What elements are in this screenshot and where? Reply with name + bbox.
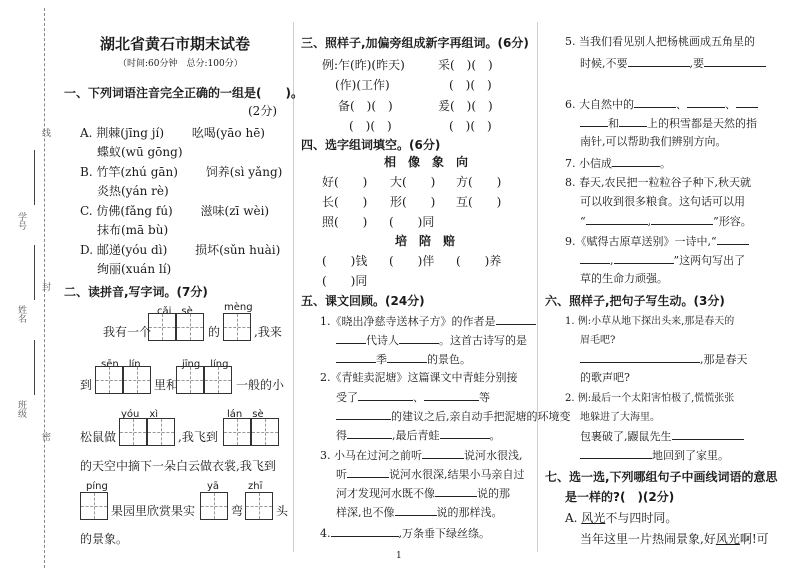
s5-q1: 1.《晓出净慈寺送林子方》的作者是 <box>320 312 536 329</box>
s3-row1-a: 例:乍(昨)(昨天) <box>322 58 405 72</box>
margin-mark-seal: 封 <box>40 282 50 291</box>
s6-example-2: 2. 例:最后一个太阳害怕极了,慌慌张张 <box>565 393 735 404</box>
s2-text-2b: 里和 <box>154 378 179 392</box>
s2-pinyin-zhi: zhī <box>248 481 263 492</box>
answer-blank[interactable] <box>440 426 490 439</box>
s3-row2-b[interactable]: ( )( ) <box>449 78 492 92</box>
answer-blank[interactable] <box>435 484 477 497</box>
column-divider-1 <box>293 22 294 552</box>
s5-q5: 5. 当我们看见别人把杨桃画成五角星的 <box>565 35 755 48</box>
tian-box[interactable] <box>245 492 273 520</box>
answer-blank[interactable] <box>628 54 690 67</box>
s2-pinyin-lanse: lán sè <box>227 409 264 420</box>
s4-blank[interactable]: 好( ) <box>322 175 368 189</box>
answer-blank[interactable] <box>717 232 749 245</box>
s1-option-c-2: 抹布(mā bù) <box>97 223 169 237</box>
s2-text-1a: 我有一个 <box>103 325 152 339</box>
s2-pinyin-caise: cǎi sè <box>157 306 193 317</box>
binding-margin <box>0 0 55 577</box>
s2-text-5b: 弯 <box>231 504 244 518</box>
s2-text-3a: 松鼠做 <box>80 430 117 444</box>
s3-heading: 三、照样子,加偏旁组成新字再组词。(6分) <box>301 36 529 50</box>
s5-q2-cont2: 的建议之后,亲自动手把泥塘的环境变 <box>336 407 571 424</box>
s1-option-b[interactable]: B. 竹竿(zhú gān) 饲养(sì yǎng) <box>80 165 283 179</box>
s5-q5-cont: 时候,不要 ,要 <box>580 54 766 71</box>
answer-blank[interactable] <box>704 54 766 67</box>
answer-blank[interactable] <box>580 350 700 363</box>
s5-q2-cont: 受了 、 等 <box>336 388 490 405</box>
s1-option-c[interactable]: C. 仿佛(fǎng fú) 滋味(zī wèi) <box>80 204 270 218</box>
id-label: 学号 <box>16 212 26 230</box>
s5-q8-cont: 可以收到很多粮食。这句话可以用 <box>580 195 745 208</box>
answer-blank[interactable] <box>336 350 376 363</box>
s2-pinyin-jingling: jīng líng <box>182 359 229 370</box>
answer-blank[interactable] <box>422 446 464 459</box>
answer-blank[interactable] <box>580 114 608 127</box>
s6-answer-2-end: 地回到了家里。 <box>580 446 729 463</box>
s2-text-2c: 一般的小 <box>236 378 285 392</box>
s2-text-3b: ,我飞到 <box>178 430 218 444</box>
tian-box[interactable] <box>176 366 204 394</box>
s5-q3: 3. 小马在过河之前听 说河水很浅, <box>320 446 523 463</box>
s6-example-2-cont: 地躲进了大海里。 <box>580 412 660 423</box>
column-divider-2 <box>537 22 538 552</box>
answer-blank[interactable] <box>331 524 399 537</box>
s5-q9-end: 草的生命力顽强。 <box>580 272 668 285</box>
underlined-word: 风光 <box>715 532 740 546</box>
s7-heading-cont: 是一样的?( )(2分) <box>565 490 675 504</box>
s1-option-a-2: 蝶蚁(wū gōng) <box>97 145 183 159</box>
s5-q7: 7. 小信成 。 <box>565 154 671 171</box>
s1-option-b-2: 炎热(yán rè) <box>97 184 169 198</box>
answer-blank[interactable] <box>612 154 660 167</box>
s7-heading: 七、选一选,下列哪组句子中画线词语的意思 <box>545 470 778 484</box>
answer-blank[interactable] <box>651 212 713 225</box>
s5-q2-end: 得 ,最后青蛙 。 <box>336 426 501 443</box>
s2-text-5c: 头 <box>276 504 289 518</box>
s1-score: (2分) <box>248 104 277 118</box>
s6-answer-1-end: 的歌声吧? <box>580 371 630 384</box>
answer-blank[interactable] <box>634 95 676 108</box>
answer-blank[interactable] <box>672 427 744 440</box>
s3-row4-a[interactable]: ( )( ) <box>349 119 392 133</box>
s6-example-1: 1. 例:小草从地下探出头来,那是春天的 <box>565 316 735 327</box>
page-number: 1 <box>396 551 402 561</box>
answer-blank[interactable] <box>619 114 647 127</box>
s5-q4: 4. ,万条垂下绿丝绦。 <box>320 524 490 541</box>
margin-mark-bind: 线 <box>40 128 50 137</box>
s4-blank[interactable]: 大( ) <box>390 175 436 189</box>
exam-meta: （时间:60分钟 总分:100分） <box>118 59 243 69</box>
s5-q6: 6. 大自然中的 、 、 <box>565 95 758 112</box>
answer-blank[interactable] <box>358 388 413 401</box>
tian-box[interactable] <box>80 492 108 520</box>
s1-option-a[interactable]: A. 荆棘(jīng jí) 吆喝(yāo hē) <box>80 126 265 140</box>
s3-row3-a[interactable]: 备( )( ) <box>338 99 393 113</box>
s6-answer-1: ,那是春天 <box>580 350 748 367</box>
answer-blank[interactable] <box>347 465 389 478</box>
s4-blank[interactable]: ( )同 <box>322 274 368 288</box>
answer-blank[interactable] <box>399 331 439 344</box>
tian-box[interactable] <box>95 366 123 394</box>
s2-pinyin-ping: píng <box>86 481 108 492</box>
s2-text-5a: 果园里欣赏果实 <box>111 504 196 518</box>
s2-pinyin-senlin: sēn lín <box>101 359 141 370</box>
s5-q1-end: 季 的景色。 <box>336 350 471 367</box>
s2-pinyin-meng: mèng <box>224 302 253 313</box>
tian-box[interactable] <box>148 313 176 341</box>
id-field[interactable] <box>34 150 35 205</box>
tian-box[interactable] <box>223 418 251 446</box>
s2-text-4: 的天空中摘下一朵白云做衣裳,我飞到 <box>80 459 276 473</box>
class-field[interactable] <box>34 340 35 395</box>
s7-option-a[interactable]: A. 风光不与四时同。 <box>565 511 678 525</box>
s4-blank[interactable]: 形( ) <box>390 195 436 209</box>
s3-row1-b[interactable]: 采( )( ) <box>438 58 493 72</box>
s1-option-d-2: 绚丽(xuán lí) <box>97 262 172 276</box>
s2-pinyin-youxi: yóu xì <box>121 409 159 420</box>
s5-q8: 8. 春天,农民把一粒粒谷子种下,秋天就 <box>565 176 751 189</box>
answer-blank[interactable] <box>580 446 652 459</box>
s5-q9: 9.《赋得古原草送别》一诗中,“ <box>565 232 749 249</box>
s1-heading: 一、下列词语注音完全正确的一组是( )。 <box>64 86 303 100</box>
answer-blank[interactable] <box>424 388 479 401</box>
s1-option-d[interactable]: D. 邮递(yóu dì) 损坏(sǔn huài) <box>80 243 281 257</box>
s5-q3-cont2: 河才发现河水既不像 说的那 <box>336 484 510 501</box>
s4-blank[interactable]: ( )养 <box>456 254 502 268</box>
answer-blank[interactable] <box>496 312 536 325</box>
s2-pinyin-ya: yā <box>207 481 220 492</box>
s4-blank[interactable]: ( )伴 <box>389 254 435 268</box>
tian-box[interactable] <box>200 492 228 520</box>
margin-mark-sealed: 密 <box>40 432 50 441</box>
underlined-word: 风光 <box>581 511 606 525</box>
s4-blank[interactable]: 方( ) <box>456 175 502 189</box>
s5-q8-end: “ , ”形容。 <box>580 212 752 229</box>
s6-example-1-cont: 眉毛吧? <box>580 335 616 346</box>
tian-box[interactable] <box>119 418 147 446</box>
tian-box[interactable] <box>251 418 279 446</box>
answer-blank[interactable] <box>580 251 610 264</box>
s4-blank[interactable]: 互( ) <box>456 195 502 209</box>
s2-text-1c: ,我来 <box>254 325 282 339</box>
class-label: 班级 <box>16 400 26 418</box>
s7-option-a-example: 当年这里一片热闹景象,好风光啊!可 <box>580 532 769 546</box>
s4-heading: 四、选字组词填空。(6分) <box>301 138 441 152</box>
s5-heading: 五、课文回顾。(24分) <box>301 294 425 308</box>
tian-box[interactable] <box>147 418 175 446</box>
s3-row4-b[interactable]: ( )( ) <box>449 119 492 133</box>
tian-box[interactable] <box>176 313 204 341</box>
s5-q6-cont: 和 上的积雪都是天然的指 <box>580 114 757 131</box>
s5-q3-cont: 听 说河水很深,结果小马亲自过 <box>336 465 525 482</box>
answer-blank[interactable] <box>614 251 674 264</box>
answer-blank[interactable] <box>347 426 392 439</box>
s4-char-choices-1: 相 像 象 向 <box>384 155 469 169</box>
s5-q1-cont: 代诗人 。这首古诗写的是 <box>336 331 527 348</box>
tian-box[interactable] <box>204 366 232 394</box>
s3-row2-a: (作)(工作) <box>335 78 390 92</box>
s6-heading: 六、照样子,把句子写生动。(3分) <box>545 294 725 308</box>
s4-blank[interactable]: 长( ) <box>322 195 368 209</box>
answer-blank[interactable] <box>336 407 391 420</box>
s3-row3-b[interactable]: 爰( )( ) <box>438 99 493 113</box>
s4-blank[interactable]: ( )钱 <box>322 254 368 268</box>
answer-blank[interactable] <box>586 212 648 225</box>
tian-box[interactable] <box>123 366 151 394</box>
s5-q2: 2.《青蛙卖泥塘》这篇课文中青蛙分别接 <box>320 371 518 384</box>
s2-text-1b: 的 <box>208 325 221 339</box>
s6-answer-2: 包裹破了,鼹鼠先生 <box>580 427 744 444</box>
s4-blank[interactable]: 照( ) <box>322 215 368 229</box>
answer-blank[interactable] <box>395 503 437 516</box>
s4-char-choices-2: 培 陪 赔 <box>395 234 456 248</box>
answer-blank[interactable] <box>387 350 427 363</box>
answer-blank[interactable] <box>336 331 366 344</box>
tian-box[interactable] <box>223 313 251 341</box>
s5-q6-end: 南针,可以帮助我们辨别方向。 <box>580 135 727 148</box>
s2-text-6: 的景象。 <box>80 532 129 546</box>
answer-blank[interactable] <box>736 95 758 108</box>
s5-q9-cont: , ”这两句写出了 <box>580 251 745 268</box>
name-label: 姓名 <box>16 305 26 323</box>
s2-heading: 二、读拼音,写字词。(7分) <box>64 285 208 299</box>
s2-text-2a: 到 <box>80 378 93 392</box>
s5-q3-end: 样深,也不像 说的那样浅。 <box>336 503 503 520</box>
answer-blank[interactable] <box>687 95 725 108</box>
name-field[interactable] <box>34 245 35 300</box>
exam-title: 湖北省黄石市期末试卷 <box>100 35 251 53</box>
s4-blank[interactable]: ( )同 <box>389 215 435 229</box>
